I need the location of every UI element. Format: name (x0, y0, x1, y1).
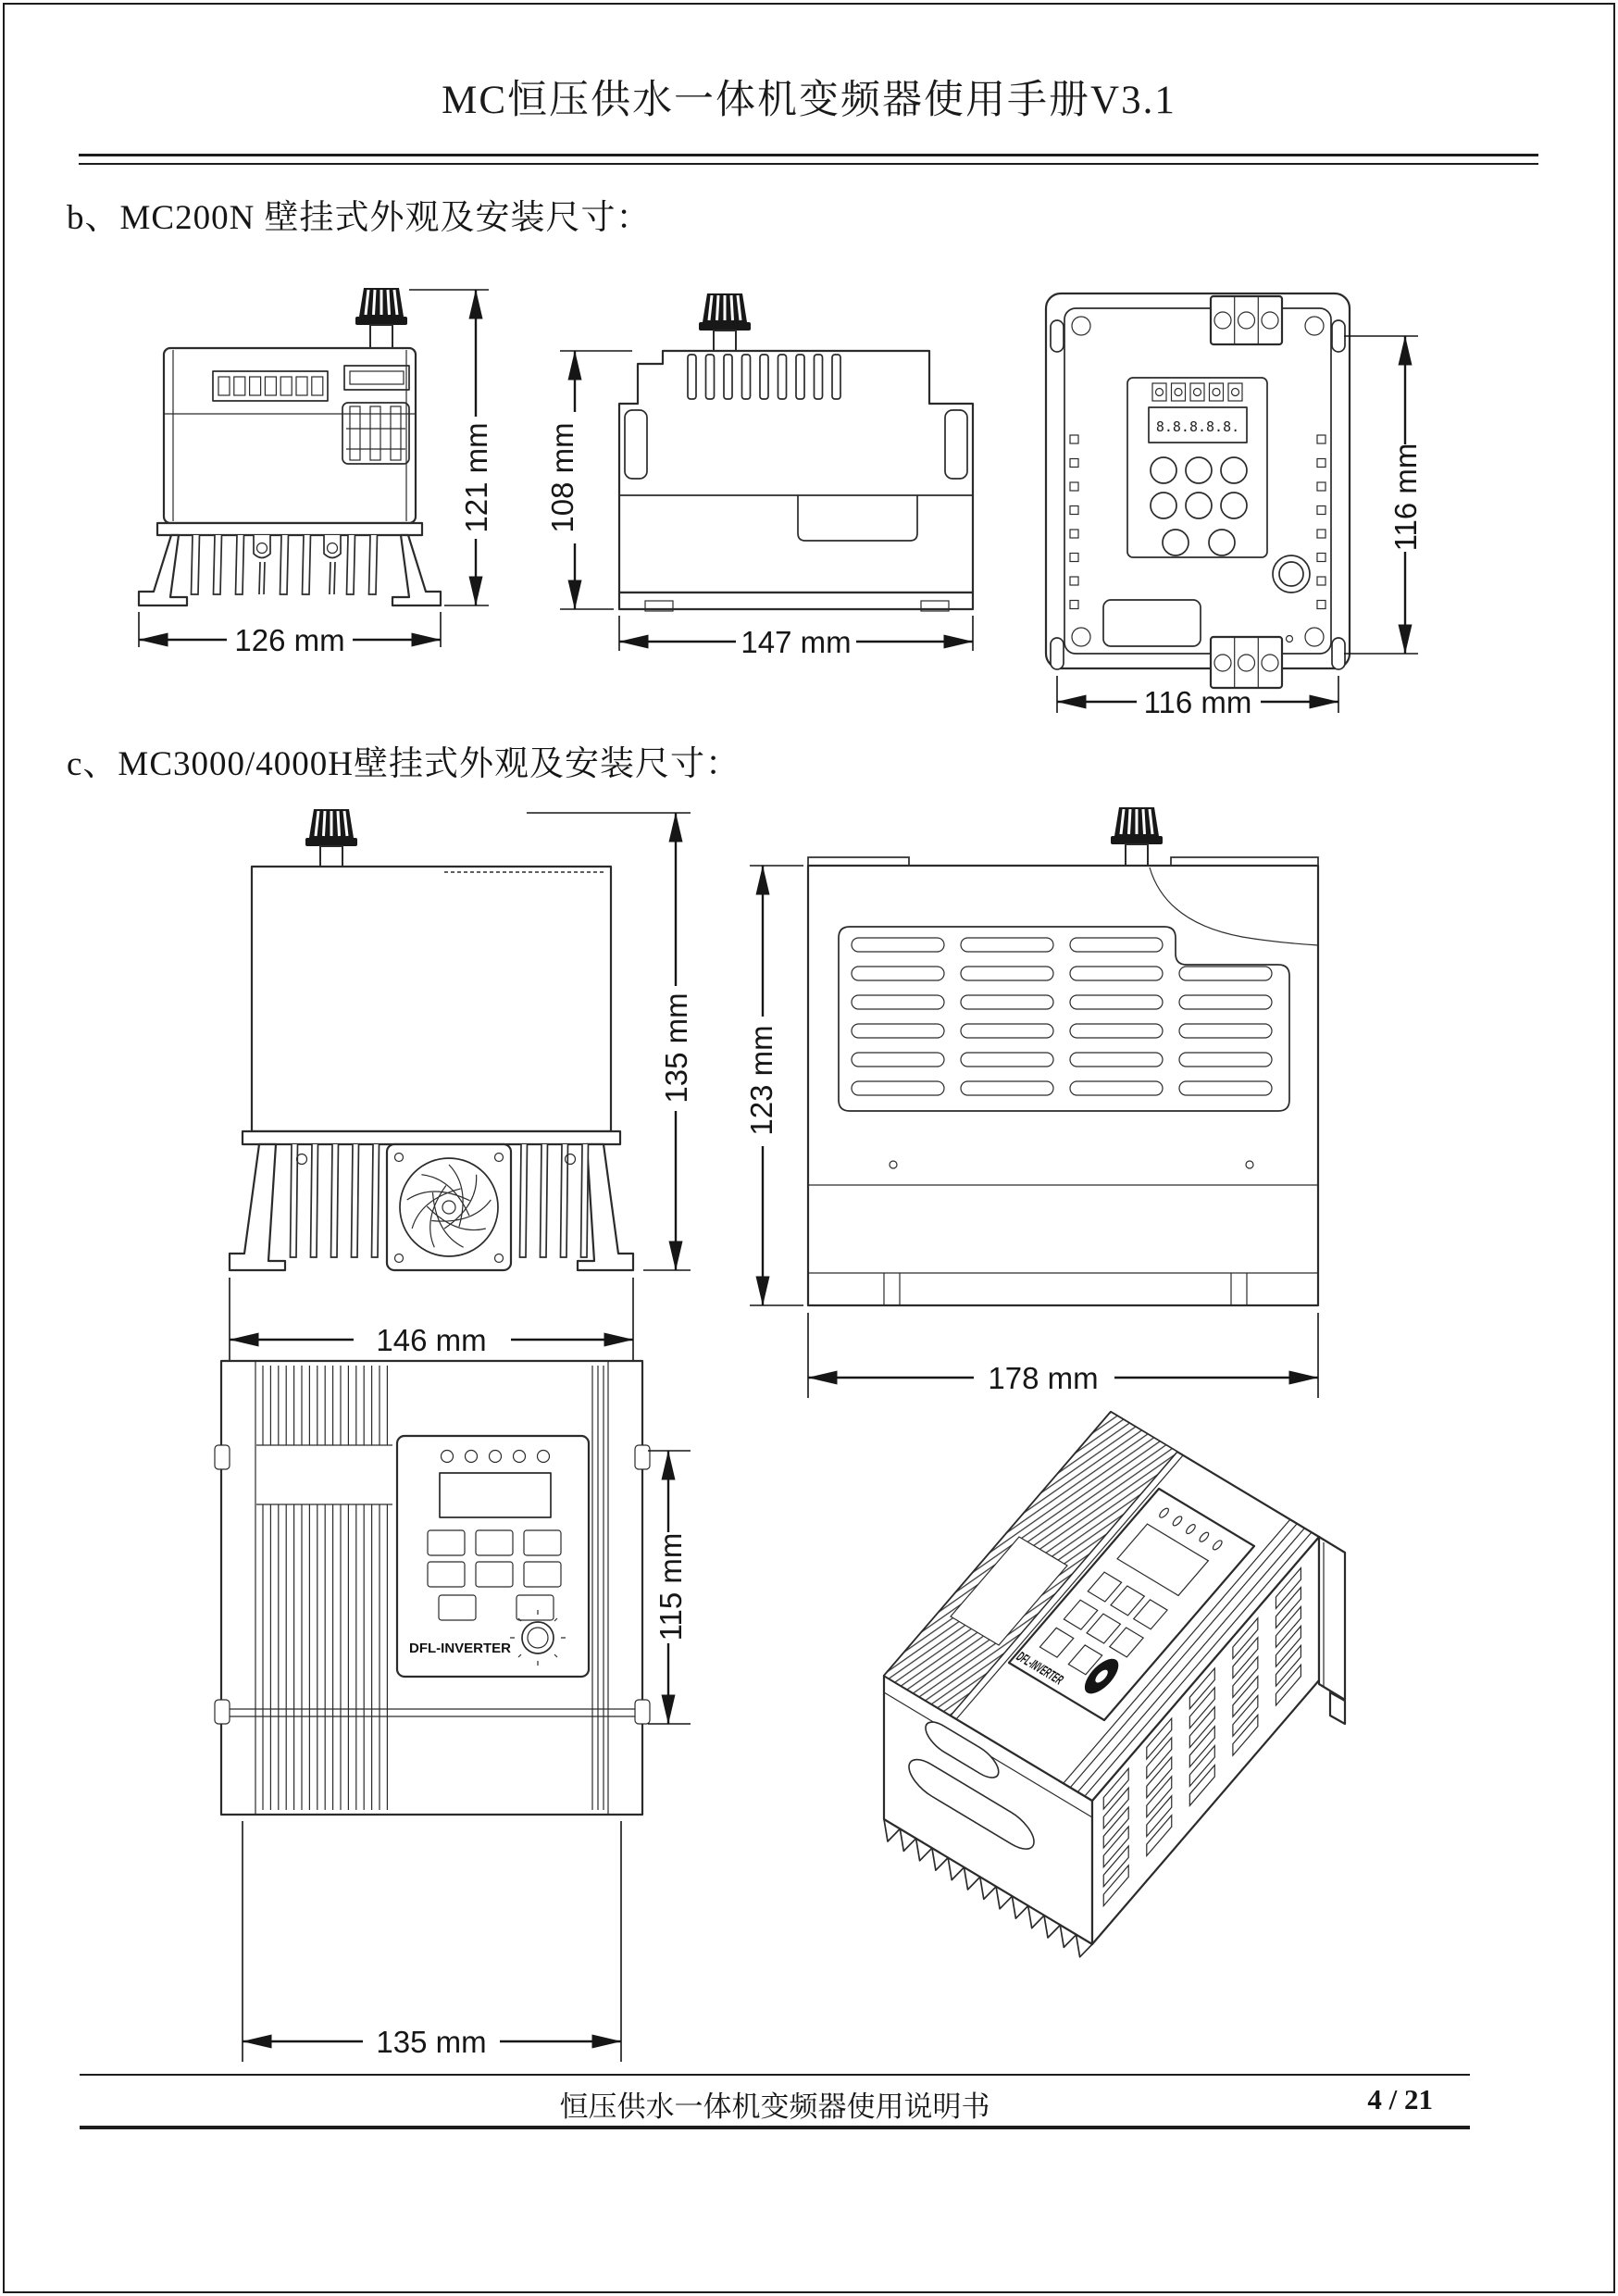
cooling-fan (387, 1144, 511, 1270)
footer (80, 2083, 1470, 2125)
terminal-block-top (1211, 296, 1282, 344)
knob-icon (355, 288, 407, 349)
page-title: MC恒压供水一体机变频器使用手册V3.1 (442, 79, 1176, 122)
dim-label-height: 121 mm (459, 422, 493, 533)
figure-mc3000-vent-view (731, 805, 1342, 1416)
terminal-block-bottom (1211, 637, 1282, 688)
header-rule (79, 154, 1538, 165)
dim-label-width: 146 mm (376, 1323, 487, 1357)
device-outline (243, 867, 620, 1144)
mount-slot (1051, 320, 1064, 352)
footer-rule-top (80, 2074, 1470, 2076)
device-outline (157, 348, 422, 535)
dimension-width (619, 616, 973, 659)
keypad-panel (397, 1436, 589, 1677)
knob-icon (1111, 807, 1163, 868)
mount-slot (1332, 638, 1345, 669)
dim-label-width: 147 mm (741, 625, 852, 659)
device-outline (1046, 293, 1350, 688)
dim-label-width: 135 mm (376, 2025, 487, 2059)
dim-label-height: 115 mm (653, 1532, 688, 1641)
figure-mc3000-heatsink-view (139, 805, 731, 1379)
mounting-flange (1319, 1537, 1345, 1724)
footer-title: 恒压供水一体机变频器使用说明书 (559, 2090, 990, 2123)
figure-mc3000-front-view (130, 1330, 722, 2071)
brand-label: DFL-INVERTER (409, 1641, 511, 1656)
figure-mc200n-side-view (532, 273, 995, 662)
device-outline (619, 351, 973, 611)
dimension-width (1057, 676, 1338, 719)
knob-icon (305, 809, 357, 870)
mount-slot (1051, 638, 1064, 669)
dimension-height (648, 1451, 691, 1724)
dimension-width (243, 1821, 621, 2062)
mount-slot (1332, 320, 1345, 352)
footer-page-number: 4 / 21 (1367, 2083, 1433, 2115)
footer-rule-bottom (80, 2126, 1470, 2129)
figure-mc200n-panel-view (1000, 278, 1555, 731)
dim-label-width: 178 mm (988, 1361, 1099, 1395)
dim-label-height: 135 mm (659, 992, 693, 1104)
dim-label-width: 126 mm (234, 623, 345, 657)
dim-label-height: 108 mm (545, 422, 579, 533)
figure-mc200n-front-view (83, 273, 518, 662)
dim-label-width: 116 mm (1143, 685, 1252, 719)
figure-mc3000-perspective-view (833, 1361, 1351, 1972)
dim-label-height: 123 mm (744, 1025, 778, 1136)
dimension-height (1344, 336, 1423, 654)
display-digits: 8.8.8.8.8. (1155, 418, 1240, 435)
section-c-heading: c、MC3000/4000H壁挂式外观及安装尺寸： (67, 745, 741, 783)
dimension-height (409, 290, 493, 605)
dimension-height (744, 866, 803, 1305)
dimension-width (139, 612, 441, 657)
knob-icon (699, 293, 751, 355)
dim-label-height: 116 mm (1388, 443, 1423, 552)
heatsink-fins (139, 535, 441, 605)
section-b-heading: b、MC200N 壁挂式外观及安装尺寸： (67, 199, 652, 237)
